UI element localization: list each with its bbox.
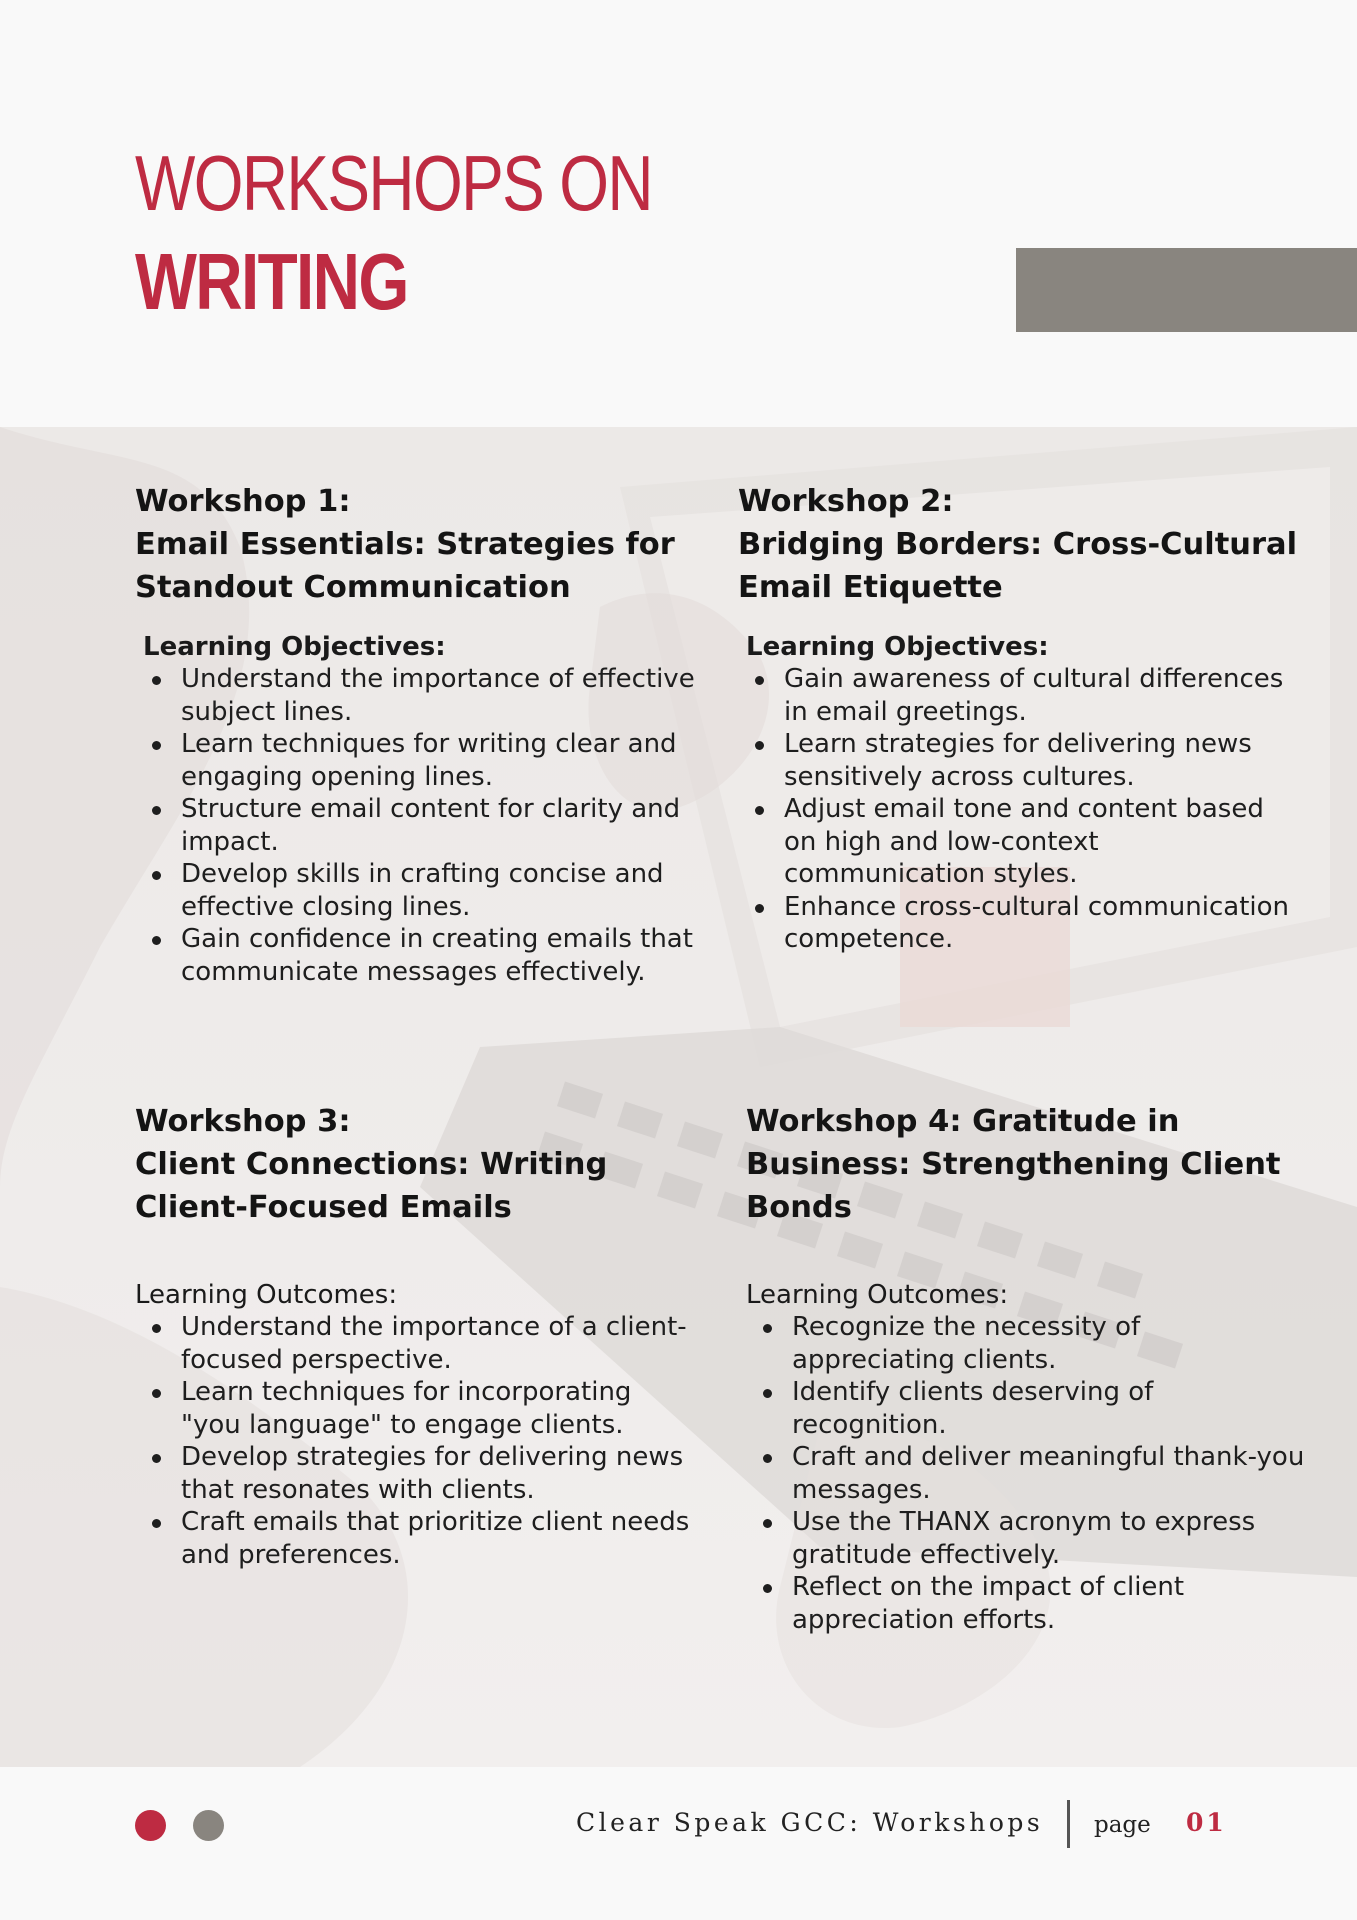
workshop-2-title-line: Email Etiquette [738,570,1003,605]
list-item: Understand the importance of effective subject lines. [181,664,695,727]
workshop-3-list [135,1311,695,1571]
list-item: Gain confidence in creating emails that communicate messages effectively. [181,923,695,988]
page-title-line2: WRITING [135,237,408,326]
workshop-3-title-line: Workshop 3: [135,1104,351,1139]
list-item: Adjust email tone and content based on high and low-context communication styles. [784,793,1298,891]
workshop-4-title [746,1100,1306,1229]
workshop-1-title-line: Email Essentials: Strategies for [135,527,675,562]
workshop-4-title-line: Bonds [746,1190,852,1225]
workshop-4-list [746,1311,1306,1636]
workshop-3-title-line: Client-Focused Emails [135,1190,512,1225]
workshop-2-list [738,663,1298,956]
workshop-4-subheading: Learning Outcomes: [746,1280,1009,1310]
footer-red-dot [135,1810,166,1841]
workshop-1-section [135,480,695,988]
workshop-3-section [135,1100,695,1571]
list-item: Structure email content for clarity and impact. [181,793,695,858]
list-item: Understand the importance of a client-focused perspective. [181,1311,695,1376]
list-item: Enhance cross-cultural communication competence. [784,891,1298,956]
footer-brand-text: Clear Speak GCC: Workshops [576,1808,1044,1837]
workshop-1-title-line: Standout Communication [135,570,571,605]
list-item: Recognize the necessity of appreciating clients. [792,1311,1306,1376]
workshop-2-title-line: Workshop 2: [738,484,954,519]
workshop-2-section [738,480,1298,956]
list-item: Craft and deliver meaningful thank-you messages. [792,1442,1305,1505]
workshop-4-title-line: Workshop 4: Gratitude in [746,1104,1180,1139]
page-label: page [1094,1812,1151,1838]
decorative-gray-bar [1016,248,1357,332]
list-item: Learn strategies for delivering news sensitively across cultures. [784,728,1298,793]
workshop-3-title [135,1100,695,1229]
list-item: Learn techniques for incorporating "you language" to engage clients. [181,1376,695,1441]
list-item: Develop strategies for delivering news that resonates with clients. [181,1441,695,1506]
workshop-2-title-line: Bridging Borders: Cross-Cultural [738,527,1298,562]
list-item: Develop skills in crafting concise and effective closing lines. [181,858,695,923]
footer-divider [1067,1800,1070,1848]
workshop-2-subheading: Learning Objectives: [746,632,1049,662]
workshop-1-list [135,663,695,988]
page-number: 01 [1186,1808,1227,1837]
workshop-1-title [135,480,695,609]
workshop-2-title [738,480,1298,609]
page-title-line1: WORKSHOPS ON [135,139,652,227]
list-item: Reflect on the impact of client appreciation efforts. [792,1571,1306,1636]
workshop-3-subheading: Learning Outcomes: [135,1280,398,1310]
workshop-1-title-line: Workshop 1: [135,484,351,519]
list-item: Gain awareness of cultural differences in email greetings. [784,663,1298,728]
list-item: Use the THANX acronym to express gratitude effectively. [792,1506,1306,1571]
footer-gray-dot [193,1810,224,1841]
list-item: Craft emails that prioritize client needs and preferences. [181,1506,695,1571]
workshop-3-title-line: Client Connections: Writing [135,1147,608,1182]
workshop-4-title-line: Business: Strengthening Client [746,1147,1281,1182]
list-item: Identify clients deserving of recognition. [792,1376,1306,1441]
list-item: Learn techniques for writing clear and engaging opening lines. [181,728,695,793]
workshop-1-subheading: Learning Objectives: [143,632,446,662]
workshop-4-section [746,1100,1306,1636]
